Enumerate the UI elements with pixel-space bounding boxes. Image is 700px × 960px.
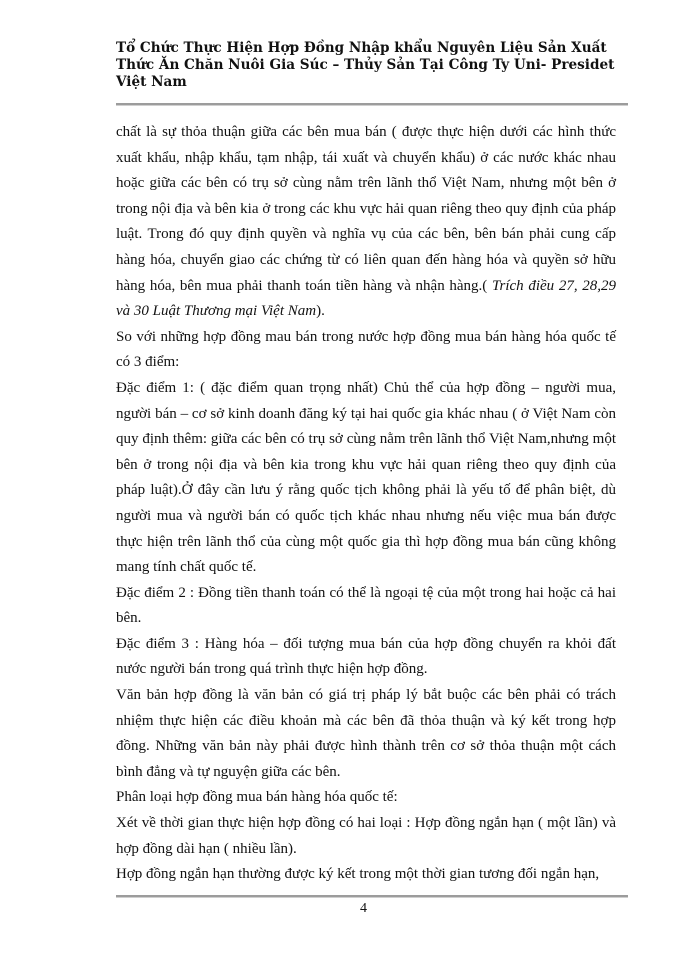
paragraph: Đặc điểm 2 : Đồng tiền thanh toán có thể là ngoại tệ của một trong hai hoặc cả hai bên. [116, 584, 616, 627]
paragraph-text: chất là sự thỏa thuận giữa các bên mua bán ( được thực hiện dưới các hình thức xuất khẩu, nhập khẩu, tạm nhập, tái xuất và chuyển khẩu) ở các nước khác nhau hoặc giữa các bên có trụ sở cùng nằm trên lãnh thổ Việt Nam, nhưng một bên ở trong nội địa và bên kia ở trong các khu vực hải quan riêng theo quy định của pháp luật. Trong đó quy định quyền và nghĩa vụ của các bên, bên bán phải cung cấp hàng hóa, chuyển giao các chứng từ có liên quan đến hàng hóa và quyền sở hữu hàng hóa, bên mua phải thanh toán tiền hàng và nhận hàng.( [116, 124, 616, 294]
legal-citation: Trích điều 27, 28,29 và 30 Luật Thương mại Việt Nam [116, 277, 616, 320]
header-divider [116, 103, 628, 106]
paragraph: Phân loại hợp đồng mua bán hàng hóa quốc tế: [116, 789, 398, 806]
paragraph: Hợp đồng ngắn hạn thường được ký kết trong một thời gian tương đối ngắn hạn, [116, 866, 600, 883]
footer-divider [116, 895, 628, 898]
running-header: Tổ Chức Thực Hiện Hợp Đồng Nhập khẩu Nguyên Liệu Sản Xuất Thức Ăn Chăn Nuôi Gia Súc – Thủy Sản Tại Công Ty Uni- Presidet Việt Nam [116, 40, 615, 90]
paragraph: Văn bản hợp đồng là văn bản có giá trị pháp lý bắt buộc các bên phải có trách nhiệm thực hiện các điều khoản mà các bên đã thỏa thuận và ký kết trong hợp đồng. Những văn bản này phải được hình thành trên cơ sở thỏa thuận một cách bình đẳng và tự nguyện giữa các bên. [116, 687, 616, 780]
paragraph-text-end: ). [316, 303, 325, 320]
page-number: 4 [360, 901, 367, 916]
paragraph: Đặc điểm 1: ( đặc điểm quan trọng nhất) Chủ thể của hợp đồng – người mua, người bán – cơ sở kinh doanh đăng ký tại hai quốc gia khác nhau ( ở Việt Nam còn quy định thêm: giữa các bên có trụ sở cùng nằm trên lãnh thổ Việt Nam,nhưng một bên ở trong nội địa và bên kia trong khu vực hải quan riêng theo quy định của pháp luật).Ở đây cần lưu ý rằng quốc tịch không phải là yếu tố để phân biệt, dù người mua và người bán có quốc tịch khác nhau nhưng nếu việc mua bán được thực hiện trên lãnh thổ của cùng một quốc gia thì hợp đồng mua bán cũng không mang tính chất quốc tế. [116, 379, 616, 576]
paragraph: So với những hợp đồng mau bán trong nước hợp đồng mua bán hàng hóa quốc tế có 3 điểm: [116, 328, 616, 371]
paragraph: Đặc điểm 3 : Hàng hóa – đối tượng mua bán của hợp đồng chuyển ra khỏi đất nước người bán trong quá trình thực hiện hợp đồng. [116, 635, 616, 678]
paragraph [116, 120, 616, 325]
paragraph: Xét về thời gian thực hiện hợp đồng có hai loại : Hợp đồng ngắn hạn ( một lần) và hợp đồng dài hạn ( nhiều lần). [116, 815, 616, 857]
document-body [116, 120, 616, 888]
